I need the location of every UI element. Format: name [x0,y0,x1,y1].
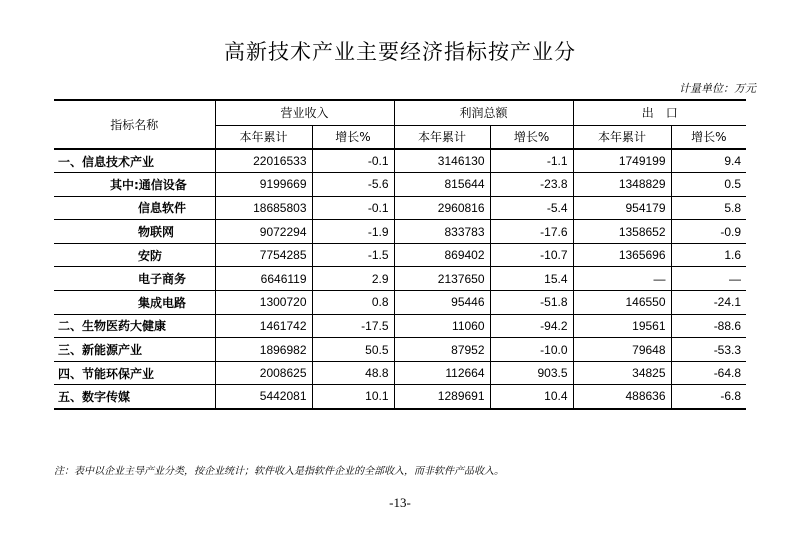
value-cell: — [671,267,746,291]
value-cell: -53.3 [671,338,746,362]
value-cell: -0.1 [312,149,394,173]
header-indicator: 指标名称 [54,100,215,149]
value-cell: 1896982 [215,338,312,362]
page-number: -13- [389,495,411,510]
value-cell: 1348829 [573,173,671,197]
value-cell: 488636 [573,385,671,409]
value-cell: 34825 [573,361,671,385]
value-cell: 2008625 [215,361,312,385]
table-row [54,149,746,173]
value-cell: 1300720 [215,291,312,315]
table-row [54,291,746,315]
value-cell: 9199669 [215,173,312,197]
value-cell: 9072294 [215,220,312,244]
value-cell: 903.5 [490,361,573,385]
value-cell: 954179 [573,196,671,220]
indicator-name: 物联网 [54,220,215,244]
value-cell: 1365696 [573,243,671,267]
value-cell: -1.9 [312,220,394,244]
table-row [54,267,746,291]
value-cell: 5442081 [215,385,312,409]
value-cell: -51.8 [490,291,573,315]
indicator-name: 四、节能环保产业 [54,361,215,385]
value-cell: 5.8 [671,196,746,220]
header-revenue-cumulative: 本年累计 [215,125,312,149]
indicator-name: 一、信息技术产业 [54,149,215,173]
table-row [54,173,746,197]
value-cell: 87952 [394,338,490,362]
header-profit-cumulative: 本年累计 [394,125,490,149]
indicator-name: 电子商务 [54,267,215,291]
value-cell: -64.8 [671,361,746,385]
value-cell: 112664 [394,361,490,385]
value-cell: 19561 [573,314,671,338]
value-cell: 2.9 [312,267,394,291]
header-profit: 利润总额 [394,100,573,125]
value-cell: 2137650 [394,267,490,291]
header-export: 出 口 [573,100,746,125]
unit-label: 计量单位：万元 [679,82,756,95]
value-cell: 1358652 [573,220,671,244]
value-cell: -1.5 [312,243,394,267]
table-row [54,385,746,409]
value-cell: 10.1 [312,385,394,409]
value-cell: 1.6 [671,243,746,267]
value-cell: 11060 [394,314,490,338]
value-cell: -23.8 [490,173,573,197]
value-cell: -24.1 [671,291,746,315]
value-cell: — [573,267,671,291]
header-revenue-growth: 增长% [312,125,394,149]
value-cell: -5.4 [490,196,573,220]
table-row [54,338,746,362]
value-cell: 48.8 [312,361,394,385]
value-cell: 815644 [394,173,490,197]
value-cell: -0.1 [312,196,394,220]
value-cell: -1.1 [490,149,573,173]
header-profit-growth: 增长% [490,125,573,149]
value-cell: 869402 [394,243,490,267]
header-row-1 [54,100,746,125]
value-cell: 833783 [394,220,490,244]
value-cell: 22016533 [215,149,312,173]
value-cell: 1461742 [215,314,312,338]
value-cell: 3146130 [394,149,490,173]
table-row [54,220,746,244]
indicator-name: 安防 [54,243,215,267]
value-cell: 9.4 [671,149,746,173]
page-title: 高新技术产业主要经济指标按产业分 [224,40,576,64]
value-cell: -0.9 [671,220,746,244]
indicator-name: 二、生物医药大健康 [54,314,215,338]
value-cell: 50.5 [312,338,394,362]
table-row [54,314,746,338]
value-cell: 7754285 [215,243,312,267]
table-row [54,361,746,385]
table-row [54,243,746,267]
indicator-name: 三、新能源产业 [54,338,215,362]
value-cell: -10.0 [490,338,573,362]
header-revenue: 营业收入 [215,100,394,125]
value-cell: -5.6 [312,173,394,197]
value-cell: 18685803 [215,196,312,220]
indicator-name: 信息软件 [54,196,215,220]
value-cell: 146550 [573,291,671,315]
table-row [54,196,746,220]
value-cell: -88.6 [671,314,746,338]
footnote: 注：表中以企业主导产业分类，按企业统计；软件收入是指软件企业的全部收入，而非软件产品收入。 [54,466,504,477]
value-cell: -17.5 [312,314,394,338]
value-cell: 2960816 [394,196,490,220]
header-export-cumulative: 本年累计 [573,125,671,149]
indicator-table [54,99,746,410]
value-cell: 15.4 [490,267,573,291]
value-cell: 1749199 [573,149,671,173]
value-cell: -10.7 [490,243,573,267]
value-cell: -94.2 [490,314,573,338]
value-cell: 0.5 [671,173,746,197]
value-cell: -17.6 [490,220,573,244]
indicator-name: 五、数字传媒 [54,385,215,409]
value-cell: 6646119 [215,267,312,291]
value-cell: 95446 [394,291,490,315]
value-cell: 79648 [573,338,671,362]
value-cell: 0.8 [312,291,394,315]
value-cell: 10.4 [490,385,573,409]
indicator-name: 集成电路 [54,291,215,315]
indicator-name: 其中:通信设备 [54,173,215,197]
value-cell: 1289691 [394,385,490,409]
value-cell: -6.8 [671,385,746,409]
header-export-growth: 增长% [671,125,746,149]
